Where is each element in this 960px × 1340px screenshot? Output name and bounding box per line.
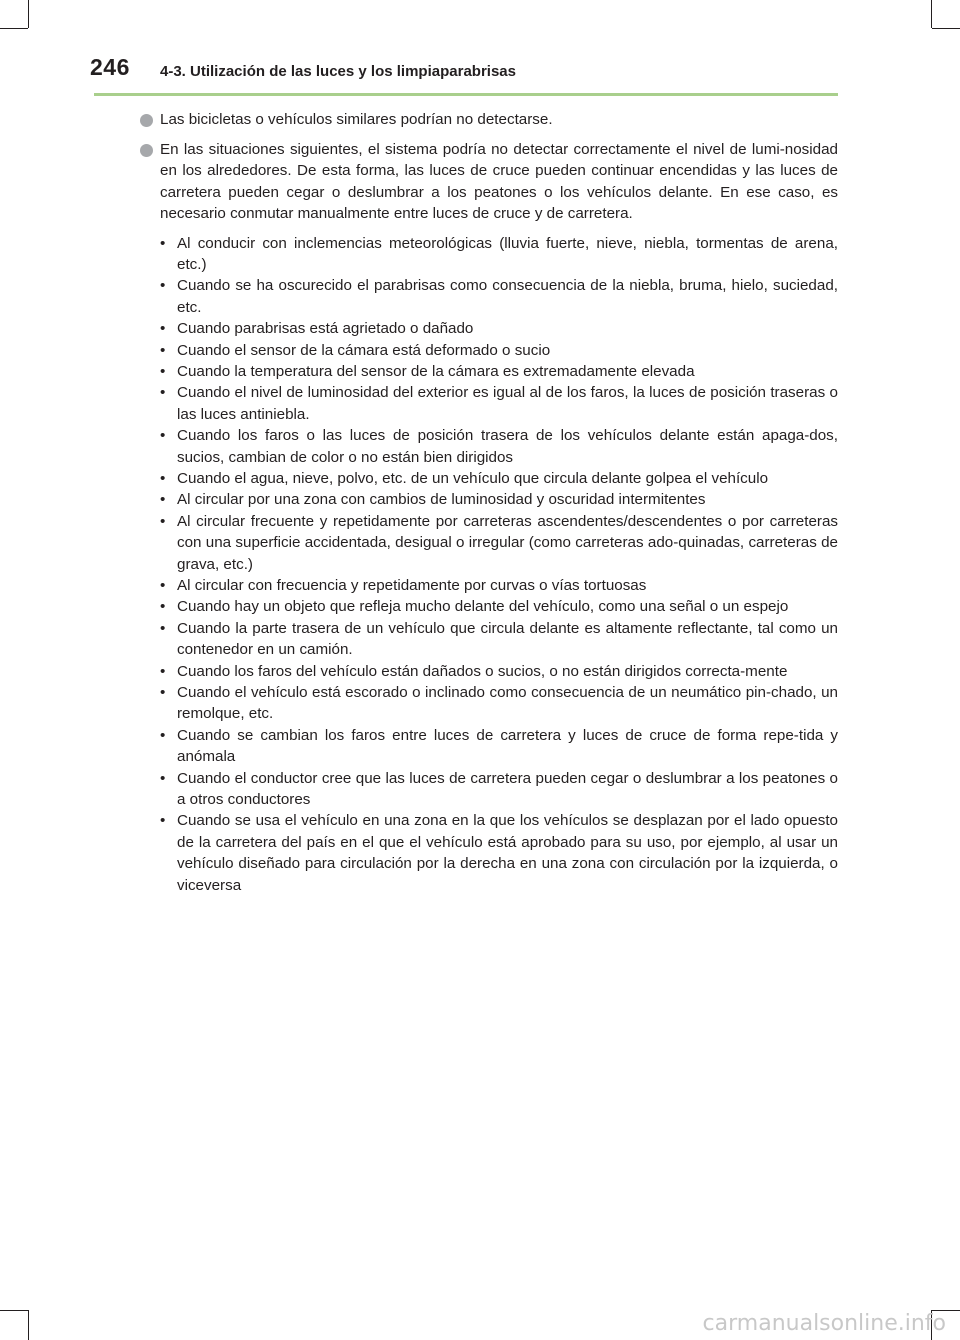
bullet-mark: • bbox=[160, 684, 166, 702]
list-item-text: Cuando la temperatura del sensor de la cámara es extremadamente elevada bbox=[177, 362, 695, 380]
list-item bbox=[140, 596, 838, 617]
section-title: 4-3. Utilización de las luces y los limpiaparabrisas bbox=[160, 63, 516, 80]
list-item-text: Cuando se usa el vehículo en una zona en la que los vehículos se desplazan por el lado opuesto de la carretera del país en el que el vehículo está aprobado para su uso, por ejemplo, al usar un vehículo diseñado para circulación por la derecha en una zona con circulación por la izquierda, o viceversa bbox=[177, 812, 838, 894]
list-item bbox=[140, 661, 838, 682]
bullet-mark: • bbox=[160, 320, 166, 338]
list-item bbox=[140, 575, 838, 596]
bullet-mark: • bbox=[160, 812, 166, 830]
list-item-text: Cuando los faros o las luces de posición trasera de los vehículos delante están apaga-dos, sucios, cambian de color o no están bien dirigidos bbox=[177, 427, 838, 466]
list-item-text: Cuando los faros del vehículo están dañados o sucios, o no están dirigidos correcta-mente bbox=[177, 662, 788, 680]
bullet-mark: • bbox=[160, 341, 166, 359]
paragraph-text: En las situaciones siguientes, el sistema podría no detectar correctamente el nivel de lumi-nosidad en los alrededores. De esta forma, las luces de cruce pueden continuar encendidas y las luces de carretera pueden cegar o deslumbrar a los peatones o los vehículos delante. En ese caso, es necesario conmutar manualmente entre luces de cruce y de carretera. bbox=[160, 140, 838, 222]
crop-mark-bottom-left-v bbox=[28, 1310, 29, 1340]
list-item-text: Cuando hay un objeto que refleja mucho delante del vehículo, como una señal o un espejo bbox=[177, 598, 789, 616]
list-item bbox=[140, 468, 838, 489]
list-item bbox=[140, 318, 838, 339]
bullet-mark: • bbox=[160, 726, 166, 744]
bullet-mark: • bbox=[160, 619, 166, 637]
bullet-mark: • bbox=[160, 769, 166, 787]
list-item-text: Cuando el conductor cree que las luces de carretera pueden cegar o deslumbrar a los peatones o a otros conductores bbox=[177, 769, 838, 809]
list-item bbox=[140, 340, 838, 361]
list-item bbox=[140, 682, 838, 725]
list-item-text: Cuando parabrisas está agrietado o dañado bbox=[177, 320, 474, 338]
list-item bbox=[140, 425, 838, 468]
list-item-text: Al conducir con inclemencias meteorológicas (lluvia fuerte, nieve, niebla, tormentas de arena, etc.) bbox=[177, 234, 838, 273]
list-item-text: Al circular frecuente y repetidamente por carreteras ascendentes/descendentes o por carreteras con una superficie accidentada, desigual o irregular (como carreteras ado-quinadas, carreteras de grava, etc.) bbox=[177, 512, 838, 573]
bullet-mark: • bbox=[160, 662, 166, 680]
page-content bbox=[140, 109, 838, 896]
crop-mark-bottom-left-h bbox=[0, 1310, 28, 1311]
bullet-mark: • bbox=[160, 277, 166, 295]
paragraph-situations bbox=[140, 139, 838, 225]
list-item bbox=[140, 725, 838, 768]
bullet-dot-icon bbox=[140, 144, 153, 157]
list-item-text: Cuando se cambian los faros entre luces de carretera y luces de cruce de forma repe-tida y anómala bbox=[177, 726, 838, 766]
bullet-mark: • bbox=[160, 384, 166, 402]
list-item-text: Cuando el nivel de luminosidad del exterior es igual al de los faros, la luces de posición traseras o las luces antiniebla. bbox=[177, 384, 838, 423]
bullet-mark: • bbox=[160, 577, 166, 594]
bullet-mark: • bbox=[160, 362, 166, 380]
bullet-mark: • bbox=[160, 234, 166, 252]
bullet-mark: • bbox=[160, 512, 166, 530]
bullet-mark: • bbox=[160, 598, 166, 616]
list-item-text: Al circular por una zona con cambios de luminosidad y oscuridad intermitentes bbox=[177, 491, 706, 509]
list-item-text: Al circular con frecuencia y repetidamente por curvas o vías tortuosas bbox=[177, 577, 647, 594]
list-item bbox=[140, 489, 838, 510]
bullet-dot-icon bbox=[140, 114, 153, 127]
list-item-text: Cuando el agua, nieve, polvo, etc. de un vehículo que circula delante golpea el vehículo bbox=[177, 469, 769, 487]
situation-list bbox=[140, 233, 838, 897]
list-item bbox=[140, 361, 838, 382]
bullet-mark: • bbox=[160, 427, 166, 445]
list-item bbox=[140, 233, 838, 276]
list-item bbox=[140, 768, 838, 811]
list-item-text: Cuando se ha oscurecido el parabrisas como consecuencia de la niebla, bruma, hielo, suciedad, etc. bbox=[177, 277, 838, 316]
page-header bbox=[0, 0, 960, 100]
list-item-text: Cuando el vehículo está escorado o inclinado como consecuencia de un neumático pin-chado, un remolque, etc. bbox=[177, 684, 838, 723]
bullet-mark: • bbox=[160, 491, 166, 509]
paragraph-text: Las bicicletas o vehículos similares podrían no detectarse. bbox=[160, 111, 553, 128]
list-item bbox=[140, 618, 838, 661]
header-rule bbox=[94, 93, 838, 96]
list-item bbox=[140, 511, 838, 575]
list-item bbox=[140, 275, 838, 318]
bullet-mark: • bbox=[160, 469, 166, 487]
paragraph-bicycles bbox=[140, 109, 838, 131]
list-item-text: Cuando el sensor de la cámara está deformado o sucio bbox=[177, 341, 551, 359]
list-item-text: Cuando la parte trasera de un vehículo que circula delante es altamente reflectante, tal como un contenedor en un camión. bbox=[177, 619, 838, 659]
list-item bbox=[140, 382, 838, 425]
page-number: 246 bbox=[90, 54, 130, 80]
list-item bbox=[140, 810, 838, 896]
watermark: carmanualsonline.info bbox=[702, 1311, 946, 1336]
